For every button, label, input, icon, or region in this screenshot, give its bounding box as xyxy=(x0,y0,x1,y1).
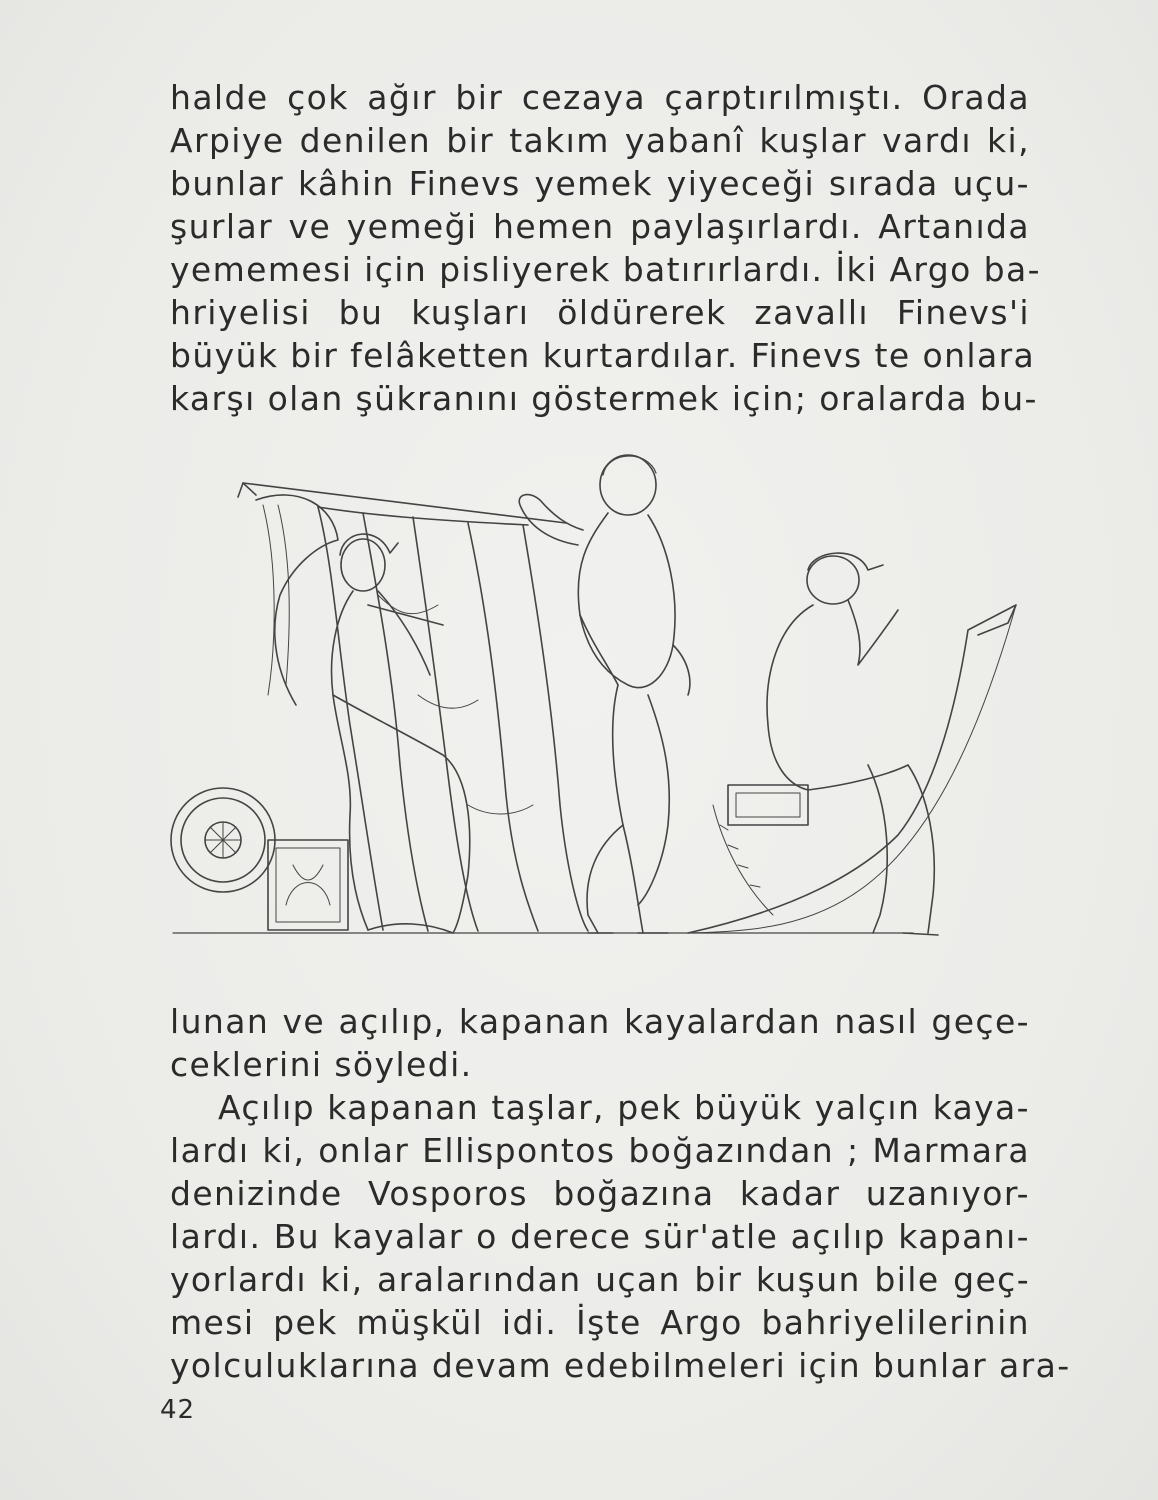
text-line: lunan ve açılıp, kapanan kayalardan nasıl geçe- xyxy=(170,1002,1030,1041)
text-line: yorlardı ki, aralarından uçan bir kuşun bile geç- xyxy=(170,1260,1030,1299)
text-line: büyük bir felâketten kurtardılar. Finevs te onlara xyxy=(170,336,1036,375)
text-line: lardı. Bu kayalar o derece sür'atle açılıp kapanı- xyxy=(170,1217,1030,1256)
text-line: yolculuklarına devam edebilmeleri için bunlar ara- xyxy=(170,1346,1071,1385)
line-drawing-illustration xyxy=(168,445,1030,965)
text-line: ceklerini söyledi. xyxy=(170,1045,473,1084)
text-line: denizinde Vosporos boğazına kadar uzanıyor- xyxy=(170,1174,1030,1213)
text-line: yememesi için pisliyerek batırırlardı. İki Argo ba- xyxy=(170,250,1041,289)
text-line: halde çok ağır bir cezaya çarptırılmıştı. Orada xyxy=(170,78,1030,117)
page-number: 42 xyxy=(160,1395,196,1425)
text-line: karşı olan şükranını göstermek için; oralarda bu- xyxy=(170,379,1038,418)
top-paragraph xyxy=(170,76,1041,420)
text-line: Arpiye denilen bir takım yabanî kuşlar vardı ki, xyxy=(170,121,1030,160)
text-line: Açılıp kapanan taşlar, pek büyük yalçın kaya- xyxy=(218,1088,1030,1127)
text-line: lardı ki, onlar Ellispontos boğazından ; Marmara xyxy=(170,1131,1030,1170)
text-line: hriyelisi bu kuşları öldürerek zavallı Finevs'i xyxy=(170,293,1030,332)
text-line: bunlar kâhin Finevs yemek yiyeceği sırada uçu- xyxy=(170,164,1030,203)
text-line: şurlar ve yemeği hemen paylaşırlardı. Artanıda xyxy=(170,207,1030,246)
text-line: mesi pek müşkül idi. İşte Argo bahriyelilerinin xyxy=(170,1303,1030,1342)
bottom-text xyxy=(170,1000,1071,1387)
